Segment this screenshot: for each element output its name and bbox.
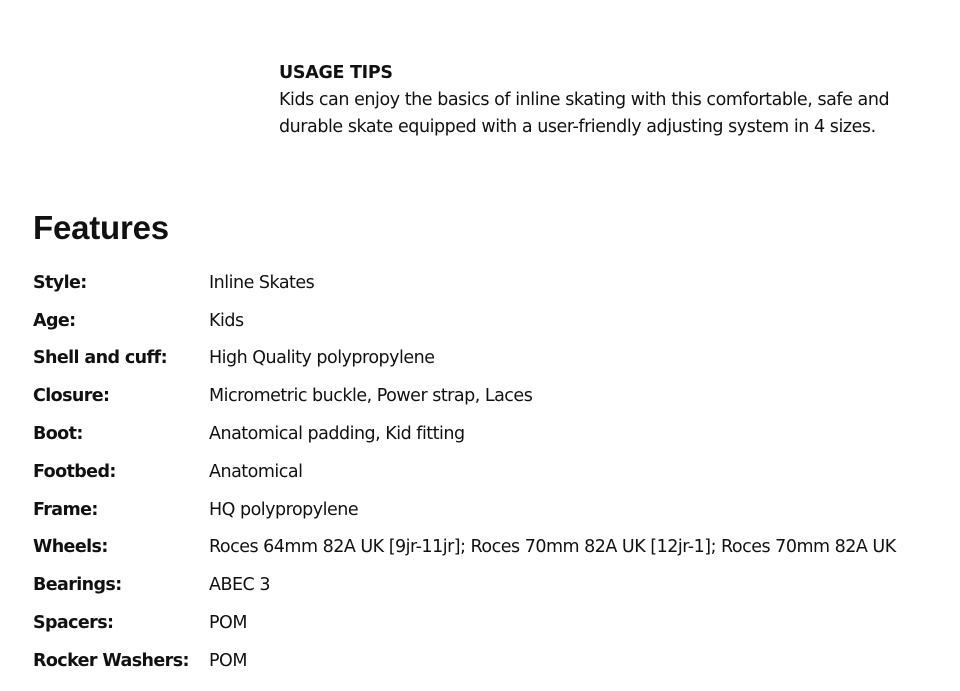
usage-tips-title: USAGE TIPS — [279, 63, 393, 83]
feature-value: HQ polypropylene — [209, 499, 359, 520]
feature-row-shell-and-cuff — [33, 340, 960, 378]
feature-value: POM — [209, 613, 247, 634]
feature-label: Age: — [33, 310, 76, 331]
feature-row-closure — [33, 377, 960, 415]
feature-row-style — [33, 264, 960, 302]
feature-value: Kids — [209, 310, 244, 331]
usage-tips-section — [279, 60, 960, 141]
feature-label: Rocker Washers: — [33, 650, 189, 671]
features-heading: Features — [33, 209, 169, 246]
feature-label: Shell and cuff: — [33, 348, 167, 369]
feature-label: Style: — [33, 272, 87, 293]
feature-label: Boot: — [33, 424, 83, 445]
usage-tips-text-line-1: Kids can enjoy the basics of inline skating with this comfortable, safe and — [279, 90, 890, 110]
feature-label: Bearings: — [33, 575, 122, 596]
feature-label: Closure: — [33, 386, 110, 407]
feature-value: Roces 64mm 82A UK [9jr-11jr]; Roces 70mm 82A UK [12jr-1]; Roces 70mm 82A UK — [209, 537, 896, 558]
feature-value: POM — [209, 650, 247, 671]
feature-row-rocker-washers — [33, 642, 960, 680]
feature-label: Frame: — [33, 499, 98, 520]
feature-label: Wheels: — [33, 537, 108, 558]
feature-row-footbed — [33, 453, 960, 491]
feature-row-wheels — [33, 529, 960, 567]
feature-value: Anatomical padding, Kid fitting — [209, 424, 465, 445]
usage-tips-text-line-2: durable skate equipped with a user-friendly adjusting system in 4 sizes. — [279, 117, 876, 137]
feature-value: Anatomical — [209, 461, 303, 482]
feature-value: High Quality polypropylene — [209, 348, 435, 369]
feature-value: Micrometric buckle, Power strap, Laces — [209, 386, 533, 407]
feature-row-bearings — [33, 566, 960, 604]
feature-value: Inline Skates — [209, 272, 315, 293]
feature-label: Spacers: — [33, 613, 114, 634]
feature-row-spacers — [33, 604, 960, 642]
features-list — [33, 264, 960, 680]
feature-label: Footbed: — [33, 461, 116, 482]
feature-value: ABEC 3 — [209, 575, 270, 596]
feature-row-boot — [33, 415, 960, 453]
feature-row-age — [33, 302, 960, 340]
feature-row-frame — [33, 491, 960, 529]
